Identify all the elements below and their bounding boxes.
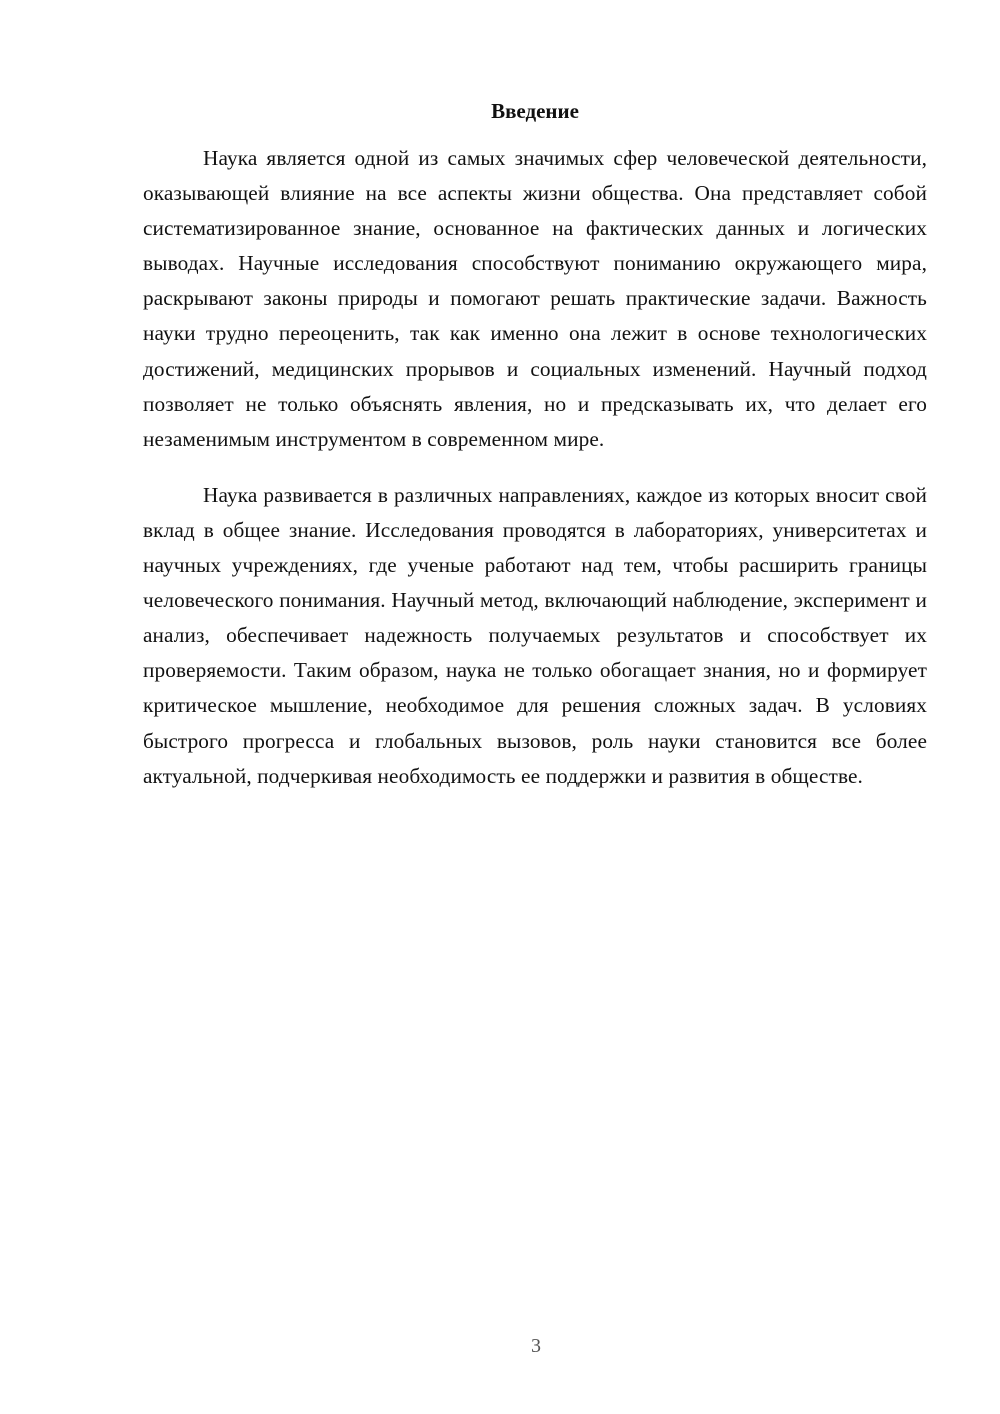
paragraph: Наука развивается в различных направлениях, каждое из которых вносит свой вклад в общее знание. Исследования проводятся в лабораториях, университетах и научных учреждениях, где ученые работают над тем, чтобы расширить границы человеческого понимания. Научный метод, включающий наблюдение, эксперимент и анализ, обеспечивает надежность получаемых результатов и способствует их проверяемости. Таким образом, наука не только обогащает знания, но и формирует критическое мышление, необходимое для решения сложных задач. В условиях быстрого прогресса и глобальных вызовов, роль науки становится все более актуальной, подчеркивая необходимость ее поддержки и развития в обществе. [143, 482, 927, 788]
page-number: 3 [531, 1335, 541, 1357]
page-title: Введение [491, 99, 579, 123]
paragraph: Наука является одной из самых значимых сфер человеческой деятельности, оказывающей влияние на все аспекты жизни общества. Она представляет собой систематизированное знание, основанное на фактических данных и логических выводах. Научные исследования способствуют пониманию окружающего мира, раскрывают законы природы и помогают решать практические задачи. Важность науки трудно переоценить, так как именно она лежит в основе технологических достижений, медицинских прорывов и социальных изменений. Научный подход позволяет не только объяснять явления, но и предсказывать их, что делает его незаменимым инструментом в современном мире. [143, 146, 927, 451]
body-text [143, 141, 927, 794]
